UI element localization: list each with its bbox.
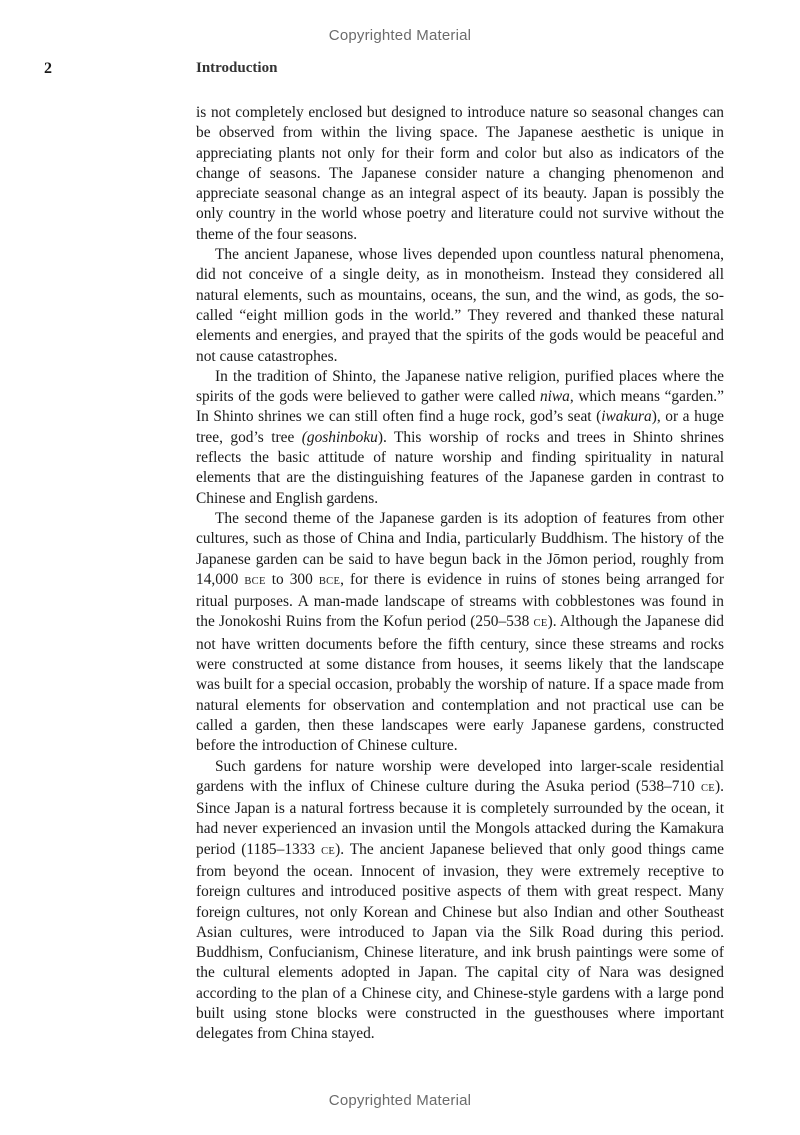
term-niwa: niwa	[539, 388, 570, 406]
era-abbreviation: BCE	[318, 575, 341, 587]
term-goshinboku: (goshinboku	[301, 428, 378, 446]
paragraph-3	[196, 367, 724, 509]
paragraph-2	[196, 245, 724, 367]
paragraph-4-text: to 300	[265, 570, 319, 588]
paragraph-4-text: ). Although the Japanese did not have written documents before the fifth century, since these streams and rocks were constructed at some distance from houses, it seems likely that the landscape was built for a special occasion, probably the worship of nature. If a space made from natural elements for observation and contemplation and not practical use can be called a garden, then these landscapes were early Japanese gardens, constructed before the introduction of Chinese culture.	[196, 613, 724, 755]
paragraph-2-text: The ancient Japanese, whose lives depended upon countless natural phenomena, did not conceive of a single deity, as in monotheism. Instead they considered all natural elements, such as mountains, oceans, the sun, and the wind, as gods, the so-called “eight million gods in the world.” They revered and thanked these natural elements and energies, and prayed that the spirits of the gods would be peaceful and not cause catastrophes.	[196, 246, 724, 365]
paragraph-3-text: , which means “garden.” In Shinto shrines we can still often find a huge rock, god’s seat (	[196, 388, 724, 426]
paragraph-1	[196, 103, 724, 245]
paragraph-4-text: The second theme of the Japanese garden is its adoption of features from other cultures, such as those of China and India, particularly Buddhism. The history of the Japanese garden can be said to have begun back in the Jōmon period, roughly from 14,000	[196, 509, 724, 588]
paragraph-5-text: Such gardens for nature worship were developed into larger-scale residential gardens with the influx of Chinese culture during the Asuka period (538–710	[196, 757, 724, 795]
paragraph-3-text: ), or a huge tree, god’s tree	[196, 408, 724, 446]
paragraph-3-text: In the tradition of Shinto, the Japanese native religion, purified places where the spirits of the gods were believed to gather were called	[196, 367, 724, 406]
era-abbreviation: CE	[321, 845, 336, 857]
era-abbreviation: CE	[533, 618, 548, 630]
era-abbreviation: BCE	[244, 575, 266, 587]
paragraph-4	[196, 509, 724, 757]
term-iwakura: iwakura	[601, 408, 652, 426]
page-number: 2	[44, 60, 52, 77]
body-text	[196, 103, 724, 1045]
running-head: Introduction	[196, 60, 278, 76]
paragraph-4-text: , for there is evidence in ruins of stones being arranged for ritual purposes. A man-made landscape of streams with cobblestones was found in the Jonokoshi Ruins from the Kofun period (250–538	[196, 570, 725, 631]
era-abbreviation: CE	[700, 782, 716, 794]
paragraph-5	[196, 757, 724, 1045]
paragraph-1-text: is not completely enclosed but designed to introduce nature so seasonal changes can be observed from within the living space. The Japanese aesthetic is unique in appreciating plants not only for their form and color but also as indicators of the change of seasons. The Japanese consider nature a changing phenomenon and appreciate seasonal change as an integral aspect of its beauty. Japan is possibly the only country in the world whose poetry and literature could not survive without the theme of the four seasons.	[196, 104, 724, 243]
paragraph-5-text: ). The ancient Japanese believed that only good things came from beyond the ocean. Innocent of invasion, they were extremely receptive to foreign cultures and introduced positive aspects of them with great respect. Many foreign cultures, not only Korean and Chinese but also Indian and other Southeast Asian cultures, were introduced to Japan via the Silk Road during this period. Buddhism, Confucianism, Chinese literature, and ink brush paintings were some of the cultural elements adopted in Japan. The capital city of Nara was designed according to the plan of a Chinese city, and Chinese-style gardens with a large pond built using stone blocks were constructed in the guesthouses where important delegates from China stayed.	[196, 840, 725, 1043]
paragraph-5-text: ). Since Japan is a natural fortress because it is completely surrounded by the ocean, it had never experienced an invasion until the Mongols attacked during the Kamakura period (1185–1333	[196, 777, 724, 858]
copyright-banner-bottom: Copyrighted Material	[328, 1092, 472, 1109]
copyright-banner-top: Copyrighted Material	[328, 27, 472, 44]
paragraph-3-text: ). This worship of rocks and trees in Shinto shrines reflects the basic attitude of nature worship and finding spirituality in natural elements that are the distinguishing features of the Japanese garden in contrast to Chinese and English gardens.	[196, 428, 724, 507]
